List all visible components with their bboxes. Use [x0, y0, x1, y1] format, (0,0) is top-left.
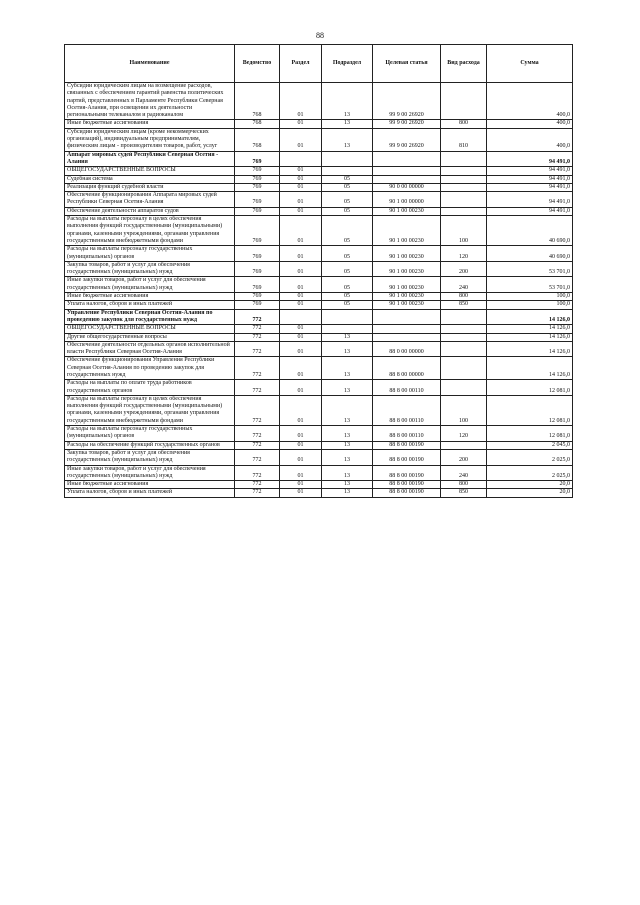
cell-target-article: 90 1 00 00230	[373, 277, 441, 293]
cell-subsection: 13	[322, 83, 373, 120]
cell-subsection: 05	[322, 175, 373, 183]
cell-subsection: 13	[322, 441, 373, 449]
cell-name: Субсидии юридическим лицам на возмещение расходов, связанных с обеспечением гарантий равенства политических партий, представленных в Парламенте Республики Северная Осетия-Алания, при освещении их деятельности региональными телеканалом и радиоканалом	[65, 83, 235, 120]
cell-expense-type	[441, 341, 487, 357]
cell-expense-type	[441, 175, 487, 183]
cell-expense-type: 120	[441, 246, 487, 262]
cell-target-article: 88 8 00 00000	[373, 357, 441, 380]
cell-amount: 14 126,0	[487, 357, 573, 380]
cell-department: 769	[235, 301, 280, 309]
cell-section: 01	[280, 333, 322, 341]
cell-department: 768	[235, 83, 280, 120]
cell-amount: 94 491,0	[487, 175, 573, 183]
cell-amount: 12 081,0	[487, 426, 573, 442]
cell-expense-type: 800	[441, 120, 487, 128]
cell-amount: 14 126,0	[487, 325, 573, 333]
cell-section: 01	[280, 357, 322, 380]
cell-amount: 12 081,0	[487, 395, 573, 425]
cell-department: 772	[235, 325, 280, 333]
cell-section: 01	[280, 481, 322, 489]
cell-department: 772	[235, 465, 280, 481]
cell-amount: 20,0	[487, 481, 573, 489]
cell-target-article: 88 8 00 00190	[373, 481, 441, 489]
cell-name: Аппарат мировых судей Республики Северная Осетия - Алания	[65, 151, 235, 167]
cell-name: Иные бюджетные ассигнования	[65, 293, 235, 301]
table-row	[65, 449, 573, 465]
cell-department: 772	[235, 341, 280, 357]
table-row	[65, 465, 573, 481]
cell-name: ОБЩЕГОСУДАРСТВЕННЫЕ ВОПРОСЫ	[65, 325, 235, 333]
cell-subsection: 05	[322, 301, 373, 309]
cell-expense-type: 240	[441, 277, 487, 293]
cell-name: Уплата налогов, сборов и иных платежей	[65, 301, 235, 309]
cell-name: Закупка товаров, работ и услуг для обеспечения государственных (муниципальных) нужд	[65, 449, 235, 465]
cell-amount: 94 491,0	[487, 192, 573, 208]
cell-name: Расходы на выплаты персоналу государственных (муниципальных) органов	[65, 426, 235, 442]
cell-name: Закупка товаров, работ и услуг для обеспечения государственных (муниципальных) нужд	[65, 261, 235, 277]
table-row	[65, 120, 573, 128]
header-target-article: Целевая статья	[373, 45, 441, 83]
cell-department: 772	[235, 481, 280, 489]
cell-department: 772	[235, 395, 280, 425]
cell-section: 01	[280, 83, 322, 120]
cell-section: 01	[280, 207, 322, 215]
cell-target-article: 88 8 00 00110	[373, 426, 441, 442]
table-row	[65, 83, 573, 120]
table-row	[65, 167, 573, 175]
table-row	[65, 151, 573, 167]
header-amount: Сумма	[487, 45, 573, 83]
cell-section: 01	[280, 301, 322, 309]
cell-subsection: 13	[322, 426, 373, 442]
cell-target-article	[373, 167, 441, 175]
table-row	[65, 333, 573, 341]
cell-section: 01	[280, 426, 322, 442]
cell-expense-type: 200	[441, 449, 487, 465]
cell-target-article: 90 1 00 00000	[373, 192, 441, 208]
header-section: Раздел	[280, 45, 322, 83]
budget-table	[64, 44, 573, 498]
cell-department: 768	[235, 120, 280, 128]
cell-target-article	[373, 309, 441, 325]
cell-expense-type	[441, 309, 487, 325]
cell-subsection: 05	[322, 183, 373, 191]
cell-section: 01	[280, 246, 322, 262]
cell-name: Иные закупки товаров, работ и услуг для обеспечения государственных (муниципальных) нужд	[65, 465, 235, 481]
cell-subsection: 13	[322, 341, 373, 357]
cell-department: 769	[235, 216, 280, 246]
cell-amount: 40 690,0	[487, 246, 573, 262]
cell-department: 769	[235, 183, 280, 191]
cell-target-article: 90 1 00 00230	[373, 246, 441, 262]
cell-section: 01	[280, 175, 322, 183]
cell-target-article: 90 1 00 00230	[373, 207, 441, 215]
table-row	[65, 246, 573, 262]
cell-amount: 400,0	[487, 83, 573, 120]
cell-subsection: 13	[322, 481, 373, 489]
cell-name: Иные бюджетные ассигнования	[65, 481, 235, 489]
cell-amount: 53 701,0	[487, 277, 573, 293]
cell-subsection	[322, 167, 373, 175]
cell-section: 01	[280, 465, 322, 481]
cell-name: ОБЩЕГОСУДАРСТВЕННЫЕ ВОПРОСЫ	[65, 167, 235, 175]
cell-target-article	[373, 175, 441, 183]
table-row	[65, 175, 573, 183]
cell-subsection	[322, 151, 373, 167]
cell-subsection: 05	[322, 246, 373, 262]
cell-section: 01	[280, 293, 322, 301]
table-row	[65, 441, 573, 449]
cell-subsection: 13	[322, 465, 373, 481]
cell-section: 01	[280, 325, 322, 333]
cell-section: 01	[280, 489, 322, 497]
cell-subsection: 13	[322, 357, 373, 380]
cell-expense-type: 850	[441, 489, 487, 497]
cell-department: 772	[235, 357, 280, 380]
cell-expense-type: 850	[441, 301, 487, 309]
cell-target-article: 88 8 00 00110	[373, 395, 441, 425]
cell-amount: 2 025,0	[487, 465, 573, 481]
cell-target-article	[373, 151, 441, 167]
cell-section: 01	[280, 395, 322, 425]
cell-section	[280, 151, 322, 167]
cell-department: 769	[235, 261, 280, 277]
cell-name: Другие общегосударственные вопросы	[65, 333, 235, 341]
cell-amount: 14 126,0	[487, 333, 573, 341]
cell-expense-type: 100	[441, 395, 487, 425]
cell-department: 769	[235, 277, 280, 293]
cell-amount: 400,0	[487, 128, 573, 151]
cell-name: Расходы на выплаты персоналу в целях обеспечения выполнения функций государственными (муниципальными) органами, казенными учреждениями, органами управления государственными внебюджетными фондами	[65, 395, 235, 425]
cell-target-article: 99 9 00 26920	[373, 83, 441, 120]
cell-target-article: 90 1 00 00230	[373, 301, 441, 309]
cell-target-article: 88 8 00 00190	[373, 465, 441, 481]
cell-expense-type	[441, 151, 487, 167]
cell-amount: 400,0	[487, 120, 573, 128]
cell-expense-type: 100	[441, 216, 487, 246]
cell-section: 01	[280, 277, 322, 293]
cell-name: Уплата налогов, сборов и иных платежей	[65, 489, 235, 497]
cell-subsection: 13	[322, 333, 373, 341]
cell-target-article	[373, 333, 441, 341]
cell-expense-type	[441, 325, 487, 333]
table-row	[65, 489, 573, 497]
cell-section: 01	[280, 341, 322, 357]
cell-section: 01	[280, 120, 322, 128]
cell-name: Субсидии юридическим лицам (кроме некоммерческих организаций), индивидуальным предпринимателям, физическим лицам - производителям товаров, работ, услуг	[65, 128, 235, 151]
cell-department: 772	[235, 449, 280, 465]
cell-subsection	[322, 325, 373, 333]
cell-section	[280, 309, 322, 325]
cell-target-article: 99 9 00 26920	[373, 128, 441, 151]
cell-name: Иные закупки товаров, работ и услуг для обеспечения государственных (муниципальных) нужд	[65, 277, 235, 293]
table-row	[65, 426, 573, 442]
cell-section: 01	[280, 183, 322, 191]
cell-subsection: 13	[322, 395, 373, 425]
cell-name: Расходы на выплаты по оплате труда работников государственных органов	[65, 380, 235, 396]
cell-name: Обеспечение деятельности аппаратов судов	[65, 207, 235, 215]
cell-subsection: 05	[322, 207, 373, 215]
header-subsection: Подраздел	[322, 45, 373, 83]
cell-expense-type: 200	[441, 261, 487, 277]
cell-name: Реализация функций судебной власти	[65, 183, 235, 191]
cell-subsection: 13	[322, 128, 373, 151]
cell-amount: 2 045,0	[487, 441, 573, 449]
cell-amount: 20,0	[487, 489, 573, 497]
cell-expense-type	[441, 183, 487, 191]
cell-department: 768	[235, 128, 280, 151]
cell-expense-type: 800	[441, 293, 487, 301]
cell-amount: 53 701,0	[487, 261, 573, 277]
cell-department: 769	[235, 151, 280, 167]
table-row	[65, 183, 573, 191]
table-row	[65, 293, 573, 301]
table-row	[65, 380, 573, 396]
cell-name: Обеспечение функционирования Управления Республики Северная Осетия-Алания по проведению закупок для государственных нужд	[65, 357, 235, 380]
cell-target-article: 90 1 00 00230	[373, 261, 441, 277]
cell-name: Иные бюджетные ассигнования	[65, 120, 235, 128]
cell-amount: 94 491,0	[487, 167, 573, 175]
cell-section: 01	[280, 261, 322, 277]
cell-target-article: 90 1 00 00230	[373, 293, 441, 301]
cell-expense-type: 800	[441, 481, 487, 489]
cell-target-article: 99 9 00 26920	[373, 120, 441, 128]
cell-subsection: 05	[322, 293, 373, 301]
cell-section: 01	[280, 167, 322, 175]
cell-section: 01	[280, 449, 322, 465]
cell-target-article: 88 8 00 00190	[373, 449, 441, 465]
cell-section: 01	[280, 380, 322, 396]
page-number: 88	[316, 31, 324, 40]
table-header-row	[65, 45, 573, 83]
cell-amount: 94 491,0	[487, 207, 573, 215]
table-row	[65, 341, 573, 357]
cell-name: Расходы на обеспечение функций государственных органов	[65, 441, 235, 449]
table-row	[65, 325, 573, 333]
cell-amount: 14 126,0	[487, 309, 573, 325]
cell-amount: 2 025,0	[487, 449, 573, 465]
table-row	[65, 277, 573, 293]
cell-expense-type	[441, 357, 487, 380]
cell-section: 01	[280, 441, 322, 449]
cell-name: Обеспечение деятельности отдельных органов исполнительной власти Республики Северная Осетия-Алания	[65, 341, 235, 357]
cell-department: 772	[235, 426, 280, 442]
table-row	[65, 128, 573, 151]
cell-department: 769	[235, 207, 280, 215]
cell-name: Судебная система	[65, 175, 235, 183]
table-row	[65, 216, 573, 246]
cell-target-article: 88 0 00 00000	[373, 341, 441, 357]
cell-target-article: 90 0 00 00000	[373, 183, 441, 191]
cell-expense-type	[441, 441, 487, 449]
cell-amount: 40 690,0	[487, 216, 573, 246]
cell-expense-type	[441, 83, 487, 120]
cell-target-article: 88 8 00 00190	[373, 489, 441, 497]
cell-expense-type: 120	[441, 426, 487, 442]
cell-amount: 94 491,0	[487, 183, 573, 191]
cell-target-article: 88 8 00 00110	[373, 380, 441, 396]
cell-expense-type	[441, 192, 487, 208]
cell-name: Расходы на выплаты персоналу в целях обеспечения выполнения функций государственными (муниципальными) органами, казенными учреждениями, органами управления государственными внебюджетными фондами	[65, 216, 235, 246]
cell-department: 772	[235, 309, 280, 325]
cell-department: 772	[235, 489, 280, 497]
cell-subsection: 05	[322, 277, 373, 293]
cell-department: 769	[235, 192, 280, 208]
table-row	[65, 357, 573, 380]
cell-amount: 14 126,0	[487, 341, 573, 357]
cell-name: Расходы на выплаты персоналу государственных (муниципальных) органов	[65, 246, 235, 262]
cell-department: 772	[235, 441, 280, 449]
cell-section: 01	[280, 192, 322, 208]
cell-subsection: 13	[322, 489, 373, 497]
cell-section: 01	[280, 216, 322, 246]
table-row	[65, 395, 573, 425]
cell-department: 769	[235, 175, 280, 183]
cell-department: 769	[235, 167, 280, 175]
cell-expense-type	[441, 333, 487, 341]
cell-department: 772	[235, 380, 280, 396]
cell-amount: 100,0	[487, 293, 573, 301]
cell-section: 01	[280, 128, 322, 151]
table-row	[65, 261, 573, 277]
table-row	[65, 481, 573, 489]
header-expense-type: Вид расхода	[441, 45, 487, 83]
cell-subsection: 05	[322, 261, 373, 277]
cell-subsection: 13	[322, 380, 373, 396]
cell-target-article	[373, 325, 441, 333]
cell-subsection: 13	[322, 120, 373, 128]
table-body	[65, 83, 573, 498]
cell-target-article: 90 1 00 00230	[373, 216, 441, 246]
cell-department: 769	[235, 293, 280, 301]
cell-name: Управление Республики Северная Осетия-Алания по проведению закупок для государственных нужд	[65, 309, 235, 325]
cell-expense-type: 240	[441, 465, 487, 481]
header-department: Ведомство	[235, 45, 280, 83]
table-row	[65, 192, 573, 208]
cell-amount: 12 081,0	[487, 380, 573, 396]
cell-expense-type	[441, 380, 487, 396]
cell-target-article: 88 8 00 00190	[373, 441, 441, 449]
cell-expense-type: 810	[441, 128, 487, 151]
table-row	[65, 207, 573, 215]
cell-subsection	[322, 309, 373, 325]
header-name: Наименование	[65, 45, 235, 83]
table-row	[65, 309, 573, 325]
cell-subsection: 05	[322, 192, 373, 208]
cell-subsection: 13	[322, 449, 373, 465]
cell-amount: 100,0	[487, 301, 573, 309]
table-row	[65, 301, 573, 309]
cell-expense-type	[441, 207, 487, 215]
cell-amount: 94 491,0	[487, 151, 573, 167]
cell-subsection: 05	[322, 216, 373, 246]
cell-department: 772	[235, 333, 280, 341]
cell-name: Обеспечение функционирования Аппарата мировых судей Республики Северная Осетия-Алания	[65, 192, 235, 208]
cell-expense-type	[441, 167, 487, 175]
cell-department: 769	[235, 246, 280, 262]
